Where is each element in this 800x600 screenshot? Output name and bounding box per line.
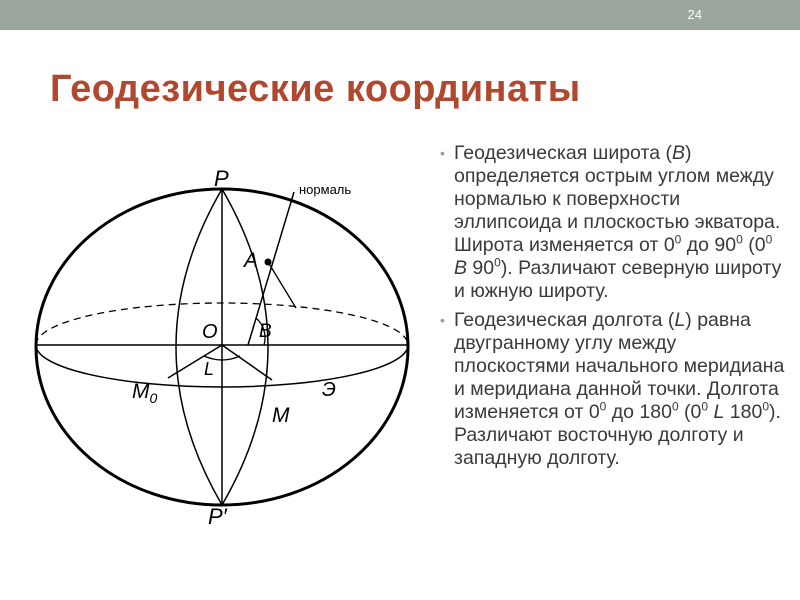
bullet-longitude-p2: ) равна двугранному углу между плоскостями начального меридиана и меридиана данной точки. Долгота изменяется от 0 (454, 309, 785, 423)
slide-title: Геодезические координаты (50, 68, 581, 110)
bullet-longitude-p3: до 180 (606, 401, 672, 423)
radius-m (222, 345, 272, 380)
point-a-marker (265, 259, 272, 266)
bullet-longitude-p4: (0 (678, 401, 702, 423)
degree-sup: 0 (674, 232, 682, 247)
bullet-longitude (438, 309, 790, 470)
top-bar (0, 0, 800, 30)
label-equator: Э (322, 379, 336, 401)
degree-sup: 0 (736, 232, 743, 247)
bullet-latitude (438, 142, 790, 303)
label-m0-sub: 0 (149, 390, 158, 406)
bullet-longitude-p5: 180 (724, 401, 763, 423)
bullet-longitude-var2: L (713, 401, 725, 423)
label-pole-south: P′ (208, 504, 227, 529)
point-meridian (222, 189, 268, 505)
label-point-a: A (244, 249, 259, 272)
ellipsoid-diagram (0, 160, 430, 530)
bullet-longitude-p6: ). Различают восточную долготу и западную долготу. (454, 401, 781, 469)
bullet-dot: • (440, 312, 445, 328)
slide-number: 24 (687, 7, 702, 22)
bullet-list (438, 142, 790, 476)
bullet-latitude-var: B (671, 142, 685, 164)
label-latitude: B (259, 321, 272, 342)
bullet-latitude-p5: 90 (467, 257, 495, 279)
degree-sup: 0 (765, 232, 773, 247)
bullet-latitude-p4: (0 (742, 234, 766, 256)
label-center: O (202, 321, 218, 343)
bullet-longitude-var: L (674, 309, 686, 331)
degree-sup: 0 (599, 399, 607, 414)
bullet-latitude-p1: Геодезическая широта ( (454, 142, 672, 164)
bullet-latitude-p6: ). Различают северную широту и южную широту. (454, 257, 782, 302)
bullet-latitude-p2: ) определяется острым углом между нормалью к поверхности эллипсоида и плоскостью экватора. Широта изменяется от 0 (454, 142, 781, 256)
label-meridian-m: M (272, 404, 290, 427)
bullet-dot: • (440, 145, 445, 161)
label-pole-north: P (214, 166, 229, 191)
label-normal: нормаль (299, 182, 352, 197)
normal-extension (268, 262, 296, 308)
degree-sup: 0 (701, 399, 709, 414)
degree-sup: 0 (762, 399, 770, 414)
degree-sup: 0 (671, 399, 679, 414)
bullet-latitude-var2: B (454, 257, 468, 279)
label-m0-base: M (132, 380, 150, 403)
degree-sup: 0 (494, 255, 501, 270)
bullet-longitude-p1: Геодезическая долгота ( (454, 309, 675, 331)
bullet-latitude-p3: до 90 (681, 234, 737, 256)
label-longitude: L (204, 359, 215, 379)
initial-meridian (176, 189, 222, 505)
